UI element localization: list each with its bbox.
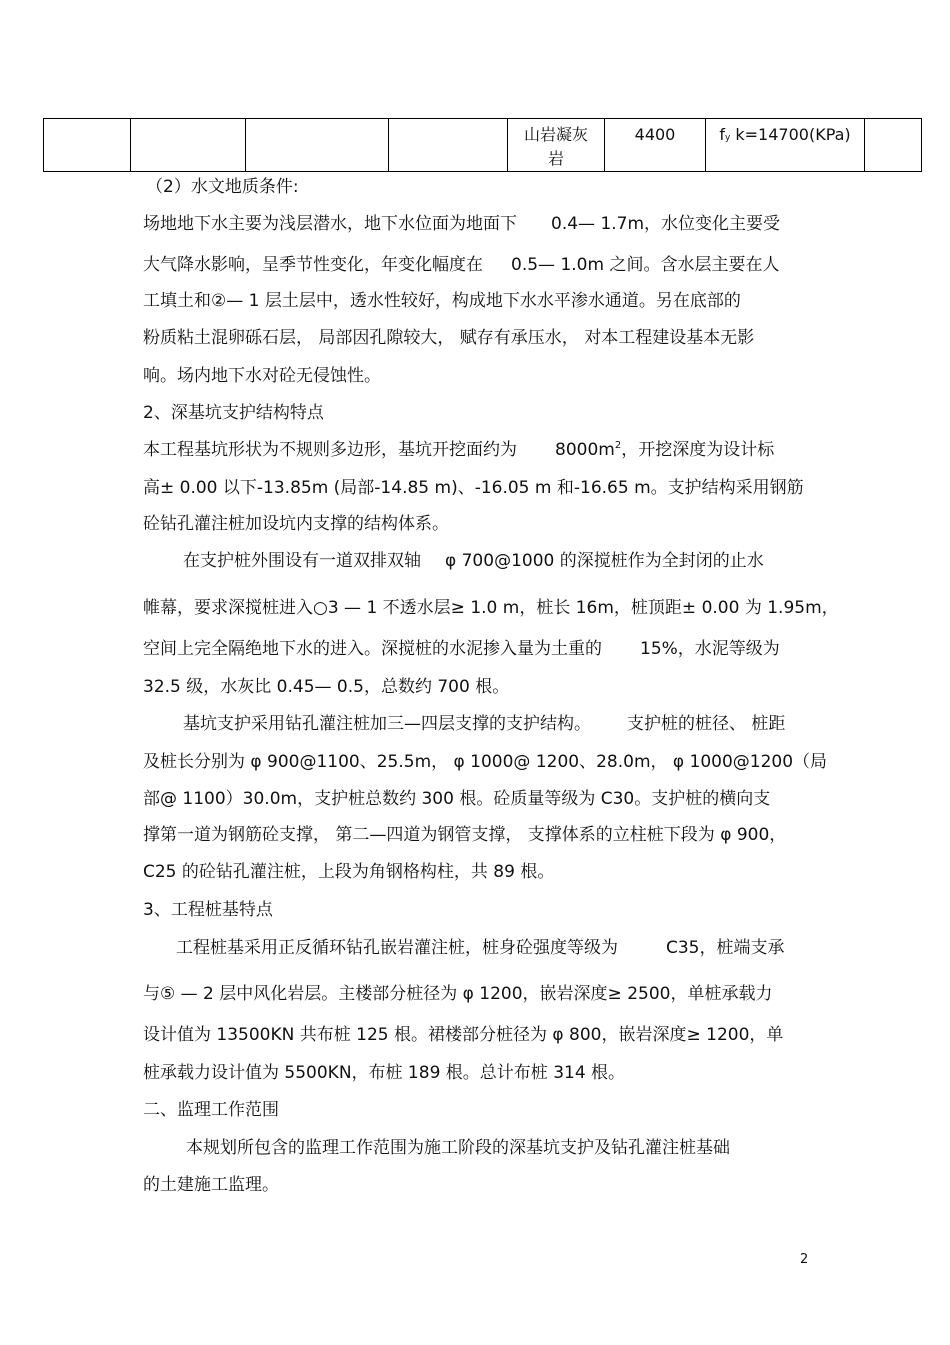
paragraph-line: 空间上完全隔绝地下水的进入。深搅桩的水泥掺入量为土重的 15%，水泥等级为 — [143, 639, 780, 659]
paragraph-line: 与⑤ — 2 层中风化岩层。主楼部分桩径为 φ 1200，嵌岩深度≥ 2500，单桩承载力 — [143, 984, 773, 1004]
table-cell — [389, 119, 508, 172]
paragraph-line: 砼钻孔灌注桩加设坑内支撑的结构体系。 — [143, 514, 449, 534]
paragraph-line: 的土建施工监理。 — [143, 1175, 279, 1195]
section-heading-pit: 2、深基坑支护结构特点 — [143, 403, 324, 423]
section-heading-piles: 3、工程桩基特点 — [143, 900, 273, 920]
table-cell-strength: fy k=14700(KPa) — [706, 119, 865, 172]
rock-type-line1: 山岩凝灰 — [523, 125, 588, 144]
paragraph-line: 高± 0.00 以下-13.85m (局部-14.85 m)、-16.05 m 和-16.65 m。支护结构采用钢筋 — [143, 478, 804, 498]
section-heading-scope: 二、监理工作范围 — [143, 1100, 279, 1120]
paragraph-line: 设计值为 13500KN 共布桩 125 根。裙楼部分桩径为 φ 800，嵌岩深度≥ 1200，单 — [143, 1025, 784, 1045]
paragraph-line: 及桩长分别为 φ 900@1100、25.5m， φ 1000@ 1200、28.0m， φ 1000@1200（局 — [143, 752, 828, 772]
paragraph-line: 大气降水影响，呈季节性变化，年变化幅度在 0.5— 1.0m 之间。含水层主要在人 — [143, 255, 780, 275]
geology-table — [43, 118, 922, 172]
paragraph-line: 基坑支护采用钻孔灌注桩加三—四层支撑的支护结构。 支护桩的桩径、 桩距 — [183, 714, 786, 734]
section-heading-hydro: （2）水文地质条件: — [146, 177, 299, 197]
paragraph-line: 32.5 级，水灰比 0.45— 0.5，总数约 700 根。 — [143, 677, 510, 697]
paragraph-line: 桩承载力设计值为 5500KN，布桩 189 根。总计布桩 314 根。 — [143, 1063, 626, 1083]
paragraph-line: 本规划所包含的监理工作范围为施工阶段的深基坑支护及钻孔灌注桩基础 — [186, 1138, 730, 1158]
table-cell — [865, 119, 922, 172]
paragraph-line: 响。场内地下水对砼无侵蚀性。 — [143, 366, 381, 386]
paragraph-line: 本工程基坑形状为不规则多边形，基坑开挖面约为 $8000m^2$，开挖深度为设计标 — [143, 440, 775, 460]
table-cell-rock-type — [508, 119, 605, 172]
table-cell — [246, 119, 389, 172]
paragraph-line: 在支护桩外围设有一道双排双轴 φ 700@1000 的深搅桩作为全封闭的止水 — [183, 551, 764, 571]
rock-type-line2: 岩 — [547, 149, 564, 168]
paragraph-line: 粉质粘土混卵砾石层， 局部因孔隙较大， 赋存有承压水， 对本工程建设基本无影 — [143, 328, 755, 348]
page-number: 2 — [800, 1252, 809, 1267]
table-cell — [131, 119, 246, 172]
paragraph-line: 场地地下水主要为浅层潜水，地下水位面为地面下 0.4— 1.7m，水位变化主要受 — [143, 214, 781, 234]
table-cell — [44, 119, 131, 172]
table-cell-value: 4400 — [605, 119, 706, 172]
paragraph-line: 工填土和②— 1 层土层中，透水性较好，构成地下水水平渗水通道。另在底部的 — [143, 291, 741, 311]
table-row — [44, 119, 922, 172]
paragraph-line: 撑第一道为钢筋砼支撑， 第二—四道为钢管支撑， 支撑体系的立柱桩下段为 φ 900， — [143, 825, 787, 845]
paragraph-line: C25 的砼钻孔灌注桩，上段为角钢格构柱，共 89 根。 — [143, 862, 555, 882]
paragraph-line: 帷幕，要求深搅桩进入○3 — 1 不透水层≥ 1.0 m，桩长 16m，桩顶距± 0.00 为 1.95m， — [143, 598, 839, 618]
paragraph-line: 工程桩基采用正反循环钻孔嵌岩灌注桩，桩身砼强度等级为 C35，桩端支承 — [176, 938, 785, 958]
paragraph-line: 部@ 1100）30.0m，支护桩总数约 300 根。砼质量等级为 C30。支护桩的横向支 — [143, 789, 771, 809]
